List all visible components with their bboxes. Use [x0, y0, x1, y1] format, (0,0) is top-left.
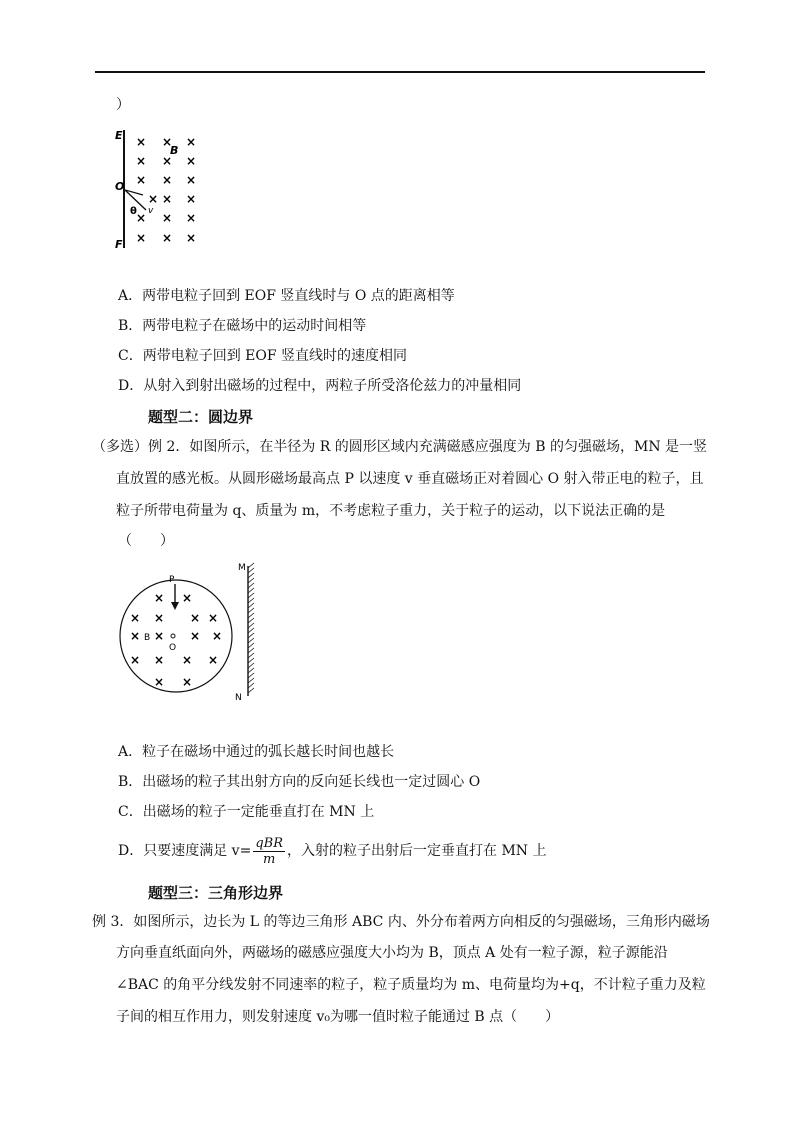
field-cross: ×	[130, 611, 141, 625]
q3-line-4: 子间的相互作用力，则发射速度 v₀为哪一值时粒子能通过 B 点（ ）	[116, 1009, 560, 1025]
hatch-mark	[248, 598, 254, 603]
q2-option-c: C．出磁场的粒子一定能垂直打在 MN 上	[118, 804, 375, 820]
hatch-mark	[248, 688, 254, 693]
field-cross: ×	[186, 231, 197, 245]
hatch-mark	[248, 633, 254, 638]
hatch-mark	[248, 573, 254, 578]
hatch-mark	[248, 568, 254, 573]
label-o: O	[115, 180, 125, 193]
q2-option-d-prefix: D．只要速度满足 v=	[118, 843, 252, 859]
hatch-mark	[248, 618, 254, 623]
field-cross: ×	[186, 211, 197, 225]
q3-line-3: ∠BAC 的角平分线发射不同速率的粒子，粒子质量均为 m、电荷量均为+q，不计粒子重力及粒	[116, 977, 706, 993]
field-cross: ×	[162, 231, 173, 245]
q1-option-b: B．两带电粒子在磁场中的运动时间相等	[118, 318, 367, 334]
field-cross: ×	[154, 591, 165, 605]
field-cross: ×	[186, 192, 197, 206]
figure-eof-field	[110, 126, 210, 252]
field-cross: ×	[208, 611, 219, 625]
field-cross: ×	[136, 211, 147, 225]
label-m: M	[238, 563, 246, 573]
q1-option-d: D．从射入到射出磁场的过程中，两粒子所受洛伦兹力的冲量相同	[118, 378, 522, 394]
fraction-denominator: m	[263, 851, 276, 867]
hatch-mark	[248, 658, 254, 663]
field-cross: ×	[136, 135, 147, 149]
hatch-mark	[248, 628, 254, 633]
q2-option-a: A．粒子在磁场中通过的弧长越长时间也越长	[118, 744, 395, 760]
hatch-mark	[248, 653, 254, 658]
screen-hatch	[248, 563, 254, 693]
fraction-numerator: qBR	[255, 835, 283, 851]
figure-circle-field	[112, 560, 272, 702]
field-cross: ×	[136, 173, 147, 187]
label-n: N	[235, 693, 242, 702]
field-cross: ×	[130, 653, 141, 667]
field-cross: ×	[186, 154, 197, 168]
fraction	[253, 836, 285, 867]
field-cross: ×	[154, 675, 165, 689]
field-cross: ×	[154, 653, 165, 667]
hatch-mark	[248, 583, 254, 588]
field-cross: ×	[190, 611, 201, 625]
field-cross: ×	[182, 653, 193, 667]
field-crosses	[136, 135, 196, 245]
section3-title: 题型三：三角形边界	[148, 884, 284, 902]
hatch-mark	[248, 588, 254, 593]
q1-option-a: A．两带电粒子回到 EOF 竖直线时与 O 点的距离相等	[118, 288, 455, 304]
field-cross: ×	[162, 173, 173, 187]
hatch-mark	[248, 638, 254, 643]
hatch-mark	[248, 668, 254, 673]
field-cross: ×	[148, 192, 159, 206]
field-cross: ×	[208, 653, 219, 667]
q2-option-b: B．出磁场的粒子其出射方向的反向延长线也一定过圆心 O	[118, 774, 481, 790]
field-cross: ×	[186, 173, 197, 187]
hatch-mark	[248, 648, 254, 653]
hatch-mark	[248, 578, 254, 583]
label-f: F	[115, 238, 123, 251]
field-cross: ×	[130, 629, 141, 643]
q2-line-4: （ ）	[118, 533, 174, 549]
hatch-mark	[248, 563, 254, 568]
hatch-mark	[248, 643, 254, 648]
hatch-mark	[248, 673, 254, 678]
label-e: E	[115, 129, 123, 142]
q2-line-1: （多选）例 2．如图所示，在半径为 R 的圆形区域内充满磁感应强度为 B 的匀强磁场，MN 是一竖	[92, 439, 708, 455]
field-cross: ×	[136, 231, 147, 245]
hatch-mark	[248, 623, 254, 628]
q1-option-c: C．两带电粒子回到 EOF 竖直线时的速度相同	[118, 348, 408, 364]
q2-line-2: 直放置的感光板。从圆形磁场最高点 P 以速度 v 垂直磁场正对着圆心 O 射入带正电的粒子，且	[116, 471, 704, 487]
entry-arrowhead	[171, 602, 179, 610]
field-cross: ×	[154, 629, 165, 643]
field-cross: ×	[182, 591, 193, 605]
hatch-mark	[248, 663, 254, 668]
field-cross: ×	[182, 675, 193, 689]
field-cross: ×	[154, 611, 165, 625]
field-cross: ×	[186, 135, 197, 149]
hatch-mark	[248, 593, 254, 598]
field-cross: ×	[162, 135, 173, 149]
label-b2: B	[144, 633, 151, 643]
header-rule	[95, 71, 705, 73]
top-fragment: ）	[116, 97, 130, 113]
hatch-mark	[248, 683, 254, 688]
label-v: v	[148, 206, 154, 216]
field-cross: ×	[136, 154, 147, 168]
label-p: P	[169, 575, 175, 585]
hatch-mark	[248, 613, 254, 618]
hatch-mark	[248, 608, 254, 613]
field-cross: ×	[212, 629, 223, 643]
hatch-mark	[248, 678, 254, 683]
hatch-mark	[248, 603, 254, 608]
field-cross: ×	[162, 192, 173, 206]
field-cross: ×	[162, 211, 173, 225]
q2-option-d-suffix: ，入射的粒子出射后一定垂直打在 MN 上	[287, 843, 547, 859]
field-cross: ×	[162, 154, 173, 168]
field-cross: ×	[190, 629, 201, 643]
q3-line-1: 例 3．如图所示，边长为 L 的等边三角形 ABC 内、外分布着两方向相反的匀强磁场，三角形内磁场	[92, 914, 710, 930]
section2-title: 题型二：圆边界	[148, 408, 254, 426]
q2-line-3: 粒子所带电荷量为 q、质量为 m，不考虑粒子重力，关于粒子的运动，以下说法正确的是	[116, 503, 666, 519]
label-o2: O	[169, 643, 177, 653]
center-dot	[171, 634, 175, 638]
q2-option-d	[118, 833, 546, 869]
q3-line-2: 方向垂直纸面向外，两磁场的磁感应强度大小均为 B，顶点 A 处有一粒子源，粒子源能沿	[116, 945, 668, 961]
label-theta: θ	[130, 206, 137, 217]
label-b: B	[170, 144, 179, 157]
